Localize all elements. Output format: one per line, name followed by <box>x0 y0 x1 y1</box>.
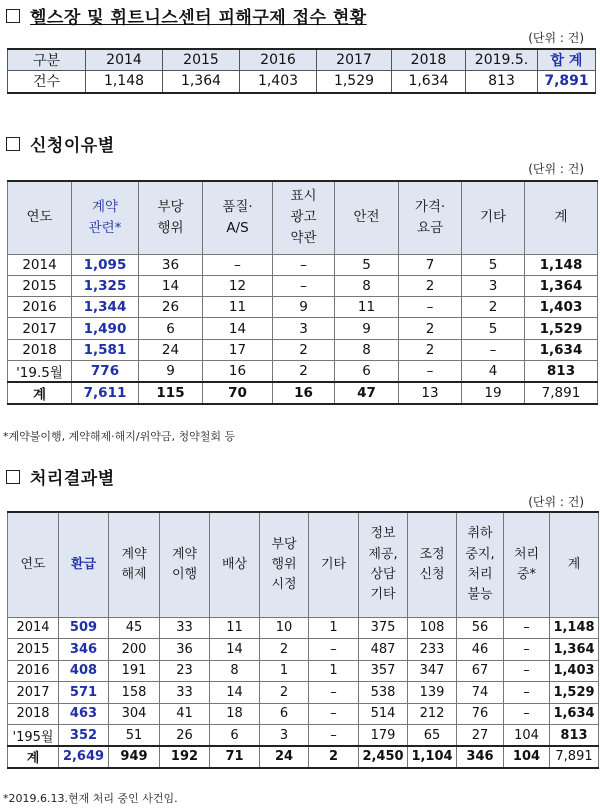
summary-header-cell: 구분 <box>8 49 86 71</box>
result-header-cell: 계 <box>550 512 599 617</box>
table-cell: 233 <box>408 639 457 661</box>
checkbox-square-icon <box>6 9 20 23</box>
table-cell: 24 <box>139 339 203 360</box>
table-cell: 1,148 <box>525 254 598 275</box>
summary-cell: 1,634 <box>392 71 466 93</box>
table-cell: 2018 <box>8 703 59 725</box>
table-cell: 9 <box>273 297 335 318</box>
table-cell: 23 <box>160 660 210 682</box>
table-cell: 12 <box>203 275 273 296</box>
table-cell: 45 <box>109 617 160 639</box>
summary-table <box>7 48 596 94</box>
summary-header-cell: 2017 <box>317 49 392 71</box>
table-cell: 158 <box>109 682 160 704</box>
table-row <box>8 318 598 339</box>
table-cell: 36 <box>139 254 203 275</box>
table-cell: 2 <box>260 639 309 661</box>
table-cell: 56 <box>457 617 504 639</box>
table-cell: – <box>504 639 550 661</box>
table-cell: 2014 <box>8 254 72 275</box>
table-row <box>8 360 598 382</box>
checkbox-square-icon <box>6 137 20 151</box>
table-cell: 463 <box>59 703 109 725</box>
table-cell: 8 <box>335 339 399 360</box>
reason-header-cell: 부당 행위 <box>139 181 203 254</box>
result-header-cell: 처리 중* <box>504 512 550 617</box>
summary-data-row <box>8 71 596 93</box>
table-cell: 1,529 <box>550 682 599 704</box>
table-row <box>8 297 598 318</box>
table-cell: 65 <box>408 725 457 747</box>
table-cell: 2016 <box>8 660 59 682</box>
table-cell: 33 <box>160 617 210 639</box>
summary-header-cell: 2019.5. <box>466 49 538 71</box>
table-cell: 2 <box>399 318 462 339</box>
table-cell: 26 <box>160 725 210 747</box>
table-cell: 8 <box>335 275 399 296</box>
table-cell: 487 <box>359 639 408 661</box>
result-header-cell: 연도 <box>8 512 59 617</box>
total-cell: 계 <box>8 746 59 768</box>
section1-title <box>6 3 367 28</box>
total-cell: 115 <box>139 382 203 404</box>
table-cell: '19.5월 <box>8 360 72 382</box>
result-table <box>7 511 599 769</box>
table-cell: 1,364 <box>550 639 599 661</box>
table-cell: 1,403 <box>550 660 599 682</box>
section2-unit: (단위 : 건) <box>528 162 584 176</box>
summary-header-cell: 2016 <box>240 49 317 71</box>
summary-total-cell: 7,891 <box>538 71 596 93</box>
table-cell: – <box>273 275 335 296</box>
table-row <box>8 639 599 661</box>
table-cell: 2016 <box>8 297 72 318</box>
table-cell: 352 <box>59 725 109 747</box>
summary-header-cell: 2018 <box>392 49 466 71</box>
section3-title-text: 처리결과별 <box>30 469 115 489</box>
table-cell: 1,148 <box>550 617 599 639</box>
table-cell: 74 <box>457 682 504 704</box>
summary-cell: 1,148 <box>86 71 163 93</box>
table-cell: 16 <box>203 360 273 382</box>
reason-header-cell: 계약 관련* <box>72 181 139 254</box>
table-cell: 14 <box>203 318 273 339</box>
result-header-cell: 정보 제공, 상담 기타 <box>359 512 408 617</box>
table-cell: 509 <box>59 617 109 639</box>
result-header-cell: 취하 중지, 처리 불능 <box>457 512 504 617</box>
table-row <box>8 254 598 275</box>
reason-header-cell: 계 <box>525 181 598 254</box>
total-cell: 7,891 <box>525 382 598 404</box>
table-cell: 6 <box>210 725 260 747</box>
table-cell: 1,529 <box>525 318 598 339</box>
total-cell: 949 <box>109 746 160 768</box>
section3-note: *2019.6.13.현재 처리 중인 사건임. <box>3 792 178 805</box>
table-cell: 2014 <box>8 617 59 639</box>
table-cell: 304 <box>109 703 160 725</box>
table-row <box>8 703 599 725</box>
section3-unit: (단위 : 건) <box>528 495 584 509</box>
table-cell: 2 <box>273 360 335 382</box>
table-row <box>8 682 599 704</box>
table-cell: – <box>309 703 359 725</box>
total-cell: 13 <box>399 382 462 404</box>
summary-header-cell: 2014 <box>86 49 163 71</box>
total-cell: 19 <box>462 382 525 404</box>
table-cell: – <box>203 254 273 275</box>
table-cell: – <box>504 703 550 725</box>
summary-cell: 813 <box>466 71 538 93</box>
table-cell: 1,095 <box>72 254 139 275</box>
table-cell: 11 <box>335 297 399 318</box>
table-row <box>8 617 599 639</box>
table-cell: 813 <box>525 360 598 382</box>
table-cell: 5 <box>335 254 399 275</box>
table-cell: 11 <box>203 297 273 318</box>
table-cell: 1,634 <box>550 703 599 725</box>
checkbox-square-icon <box>6 470 20 484</box>
table-cell: – <box>399 360 462 382</box>
table-cell: 14 <box>210 639 260 661</box>
table-cell: 179 <box>359 725 408 747</box>
table-cell: 36 <box>160 639 210 661</box>
table-cell: 11 <box>210 617 260 639</box>
table-cell: 76 <box>457 703 504 725</box>
table-cell: 5 <box>462 318 525 339</box>
result-table-body <box>8 617 599 768</box>
reason-table <box>7 180 598 405</box>
table-cell: 538 <box>359 682 408 704</box>
table-cell: 2 <box>462 297 525 318</box>
summary-cell: 1,403 <box>240 71 317 93</box>
table-cell: 26 <box>139 297 203 318</box>
total-cell: 24 <box>260 746 309 768</box>
table-cell: 2017 <box>8 682 59 704</box>
section1-title-text: 헬스장 및 휘트니스센터 피해구제 접수 현황 <box>30 8 367 28</box>
total-cell: 16 <box>273 382 335 404</box>
summary-cell: 1,364 <box>163 71 240 93</box>
result-header-row <box>8 512 599 617</box>
result-header-cell: 계약 이행 <box>160 512 210 617</box>
table-cell: – <box>309 725 359 747</box>
reason-header-cell: 품질· A/S <box>203 181 273 254</box>
result-header-cell: 조정 신청 <box>408 512 457 617</box>
table-cell: 3 <box>462 275 525 296</box>
table-cell: 7 <box>399 254 462 275</box>
table-cell: 408 <box>59 660 109 682</box>
section2-title-text: 신청이유별 <box>30 136 115 156</box>
result-header-cell: 환급 <box>59 512 109 617</box>
table-cell: 2 <box>260 682 309 704</box>
table-cell: 139 <box>408 682 457 704</box>
table-row <box>8 725 599 747</box>
table-cell: 1,634 <box>525 339 598 360</box>
result-header-cell: 부당 행위 시정 <box>260 512 309 617</box>
total-cell: 104 <box>504 746 550 768</box>
table-cell: 27 <box>457 725 504 747</box>
table-cell: 14 <box>210 682 260 704</box>
table-cell: 1,490 <box>72 318 139 339</box>
table-cell: – <box>309 682 359 704</box>
total-cell: 7,891 <box>550 746 599 768</box>
total-cell: 71 <box>210 746 260 768</box>
table-cell: 1,364 <box>525 275 598 296</box>
table-cell: 18 <box>210 703 260 725</box>
total-cell: 2 <box>309 746 359 768</box>
total-cell: 계 <box>8 382 72 404</box>
table-cell: 67 <box>457 660 504 682</box>
summary-header-total: 합 계 <box>538 49 596 71</box>
total-cell: 7,611 <box>72 382 139 404</box>
table-cell: 4 <box>462 360 525 382</box>
table-cell: 6 <box>139 318 203 339</box>
section2-title <box>6 131 115 156</box>
table-cell: – <box>399 297 462 318</box>
table-cell: 2018 <box>8 339 72 360</box>
summary-cell: 건수 <box>8 71 86 93</box>
total-cell: 47 <box>335 382 399 404</box>
table-cell: – <box>309 639 359 661</box>
table-cell: 347 <box>408 660 457 682</box>
table-cell: 514 <box>359 703 408 725</box>
table-cell: – <box>504 660 550 682</box>
table-cell: 1,325 <box>72 275 139 296</box>
table-cell: 2015 <box>8 275 72 296</box>
table-cell: '195월 <box>8 725 59 747</box>
table-cell: 3 <box>260 725 309 747</box>
total-cell: 346 <box>457 746 504 768</box>
table-cell: 1 <box>309 617 359 639</box>
table-row <box>8 339 598 360</box>
table-cell: – <box>504 617 550 639</box>
table-cell: 346 <box>59 639 109 661</box>
table-cell: 17 <box>203 339 273 360</box>
table-cell: 1 <box>309 660 359 682</box>
total-row <box>8 382 598 404</box>
total-cell: 2,649 <box>59 746 109 768</box>
table-cell: 5 <box>462 254 525 275</box>
result-header-cell: 계약 해제 <box>109 512 160 617</box>
table-cell: 1,581 <box>72 339 139 360</box>
reason-header-cell: 가격· 요금 <box>399 181 462 254</box>
table-cell: 2 <box>399 275 462 296</box>
table-cell: 776 <box>72 360 139 382</box>
reason-header-cell: 안전 <box>335 181 399 254</box>
total-cell: 2,450 <box>359 746 408 768</box>
table-cell: 9 <box>139 360 203 382</box>
table-cell: 14 <box>139 275 203 296</box>
reason-header-cell: 연도 <box>8 181 72 254</box>
summary-header-row <box>8 49 596 71</box>
table-cell: 2015 <box>8 639 59 661</box>
table-cell: 1 <box>260 660 309 682</box>
table-cell: 1,403 <box>525 297 598 318</box>
result-header-cell: 배상 <box>210 512 260 617</box>
table-cell: 6 <box>335 360 399 382</box>
table-cell: 2 <box>273 339 335 360</box>
table-row <box>8 275 598 296</box>
table-cell: 212 <box>408 703 457 725</box>
reason-table-body <box>8 254 598 404</box>
result-header-cell: 기타 <box>309 512 359 617</box>
summary-cell: 1,529 <box>317 71 392 93</box>
total-cell: 192 <box>160 746 210 768</box>
table-cell: 571 <box>59 682 109 704</box>
table-cell: 10 <box>260 617 309 639</box>
table-cell: 8 <box>210 660 260 682</box>
table-cell: 200 <box>109 639 160 661</box>
table-cell: 33 <box>160 682 210 704</box>
table-cell: – <box>273 254 335 275</box>
total-cell: 1,104 <box>408 746 457 768</box>
table-cell: 104 <box>504 725 550 747</box>
table-cell: 6 <box>260 703 309 725</box>
table-cell: 813 <box>550 725 599 747</box>
reason-header-row <box>8 181 598 254</box>
table-cell: 375 <box>359 617 408 639</box>
reason-header-cell: 기타 <box>462 181 525 254</box>
table-row <box>8 660 599 682</box>
table-cell: 1,344 <box>72 297 139 318</box>
table-cell: 51 <box>109 725 160 747</box>
table-cell: – <box>504 682 550 704</box>
section1-unit: (단위 : 건) <box>528 31 584 45</box>
table-cell: 41 <box>160 703 210 725</box>
table-cell: 9 <box>335 318 399 339</box>
section2-note: *계약불이행, 계약해제·해지/위약금, 청약철회 등 <box>3 430 236 443</box>
table-cell: – <box>462 339 525 360</box>
table-cell: 46 <box>457 639 504 661</box>
summary-header-cell: 2015 <box>163 49 240 71</box>
table-cell: 2 <box>399 339 462 360</box>
total-cell: 70 <box>203 382 273 404</box>
table-cell: 108 <box>408 617 457 639</box>
total-row <box>8 746 599 768</box>
table-cell: 191 <box>109 660 160 682</box>
reason-header-cell: 표시 광고 약관 <box>273 181 335 254</box>
table-cell: 357 <box>359 660 408 682</box>
section3-title <box>6 464 115 489</box>
table-cell: 2017 <box>8 318 72 339</box>
table-cell: 3 <box>273 318 335 339</box>
